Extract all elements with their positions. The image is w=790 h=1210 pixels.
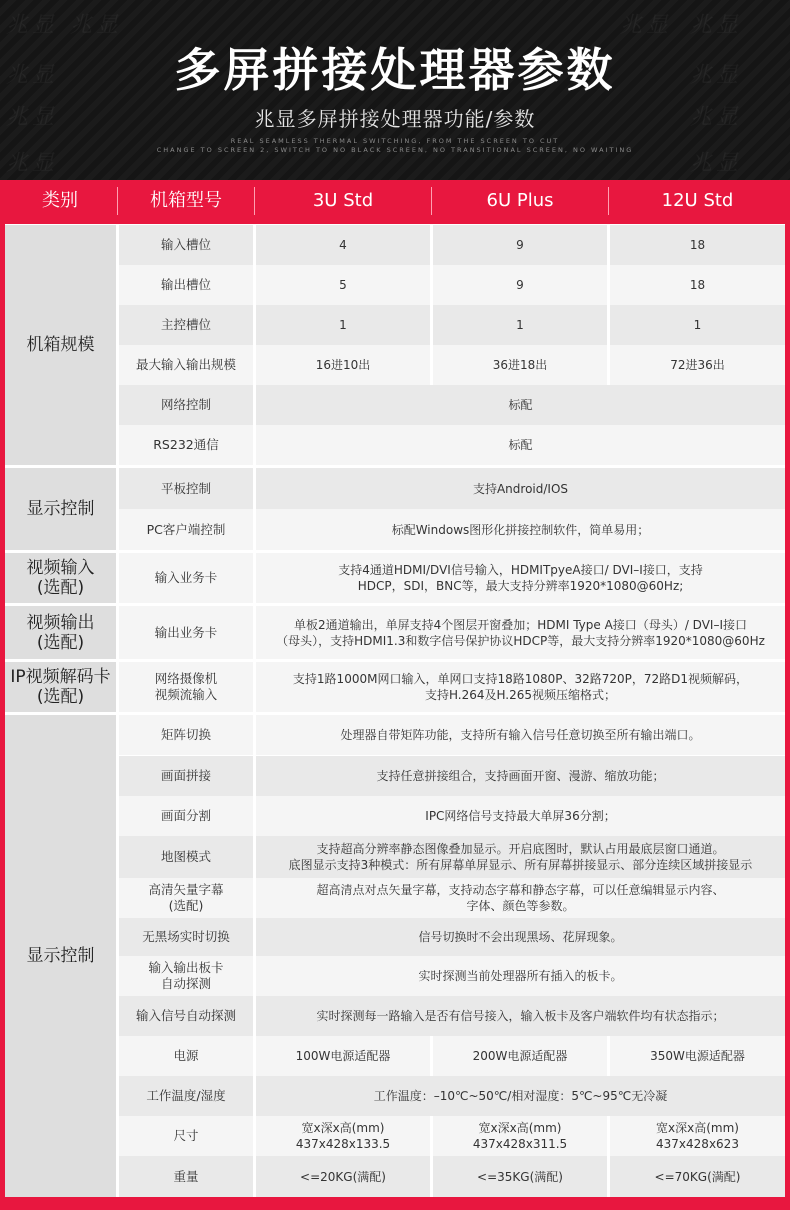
category-display-control: 显示控制 [5, 468, 116, 550]
value-cell: 100W电源适配器 [256, 1036, 430, 1076]
value-cell: 处理器自带矩阵功能，支持所有输入信号任意切换至所有输出端口。 [256, 715, 785, 755]
value-cell: 支持4通道HDMI/DVI信号输入，HDMITpyeA接口/ DVI–I接口，支持 HDCP，SDI，BNC等，最大支持分辨率1920*1080@60Hz; [256, 553, 785, 603]
value-cell: 工作温度：–10℃~50℃/相对湿度：5℃~95℃无冷凝 [256, 1076, 785, 1116]
row-label: 矩阵切换 [119, 715, 253, 755]
row-label: 最大输入输出规模 [119, 345, 253, 385]
row-label: 输出槽位 [119, 265, 253, 305]
value-cell: IPC网络信号支持最大单屏36分割； [256, 796, 785, 836]
value-cell: <=35KG(满配) [433, 1156, 607, 1197]
row-label: 画面分割 [119, 796, 253, 836]
row-label: 无黑场实时切换 [119, 918, 253, 956]
value-cell: <=20KG(满配) [256, 1156, 430, 1197]
value-cell: 72进36出 [610, 345, 785, 385]
row-label: 重量 [119, 1156, 253, 1197]
value-cell: 支持Android/IOS [256, 468, 785, 509]
value-cell: 支持超高分辨率静态图像叠加显示。开启底图时，默认占用最底层窗口通道。 底图显示支持3种模式：所有屏幕单屏显示、所有屏幕拼接显示、部分连续区域拼接显示 [256, 836, 785, 878]
row-label: 高清矢量字幕 (选配) [119, 878, 253, 918]
value-cell: 信号切换时不会出现黑场、花屏现象。 [256, 918, 785, 956]
value-cell: 宽x深x高(mm) 437x428x623 [610, 1116, 785, 1156]
value-cell: 16进10出 [256, 345, 430, 385]
watermark: 兆显 [70, 13, 123, 38]
page-subtitle: 兆显多屏拼接处理器功能/参数 [254, 107, 536, 131]
value-cell: 200W电源适配器 [433, 1036, 607, 1076]
row-label: 平板控制 [119, 468, 253, 509]
category-chassis: 机箱规模 [5, 225, 116, 465]
watermark: 兆显 [6, 105, 59, 130]
header-12u: 12U Std [661, 190, 734, 211]
value-cell: 宽x深x高(mm) 437x428x311.5 [433, 1116, 607, 1156]
value-cell: 9 [433, 265, 607, 305]
row-label: 输入槽位 [119, 225, 253, 265]
header-divider [431, 187, 432, 215]
header-divider [254, 187, 255, 215]
english-tagline-1: REAL SEAMLESS THERMAL SWITCHING, FROM THE SCREEN TO CUT [230, 137, 560, 145]
header-model: 机箱型号 [150, 190, 222, 211]
watermark: 兆显 [6, 151, 59, 176]
watermark: 兆显 [6, 13, 59, 38]
row-label: 地图模式 [119, 836, 253, 878]
header-3u: 3U Std [312, 190, 374, 211]
value-cell: 1 [433, 305, 607, 345]
category-video-output: 视频输出 (选配) [5, 606, 116, 659]
value-cell: 实时探测当前处理器所有插入的板卡。 [256, 956, 785, 996]
row-label: 输入输出板卡 自动探测 [119, 956, 253, 996]
value-cell: 标配 [256, 425, 785, 465]
value-cell: 350W电源适配器 [610, 1036, 785, 1076]
row-label: 网络摄像机 视频流输入 [119, 662, 253, 712]
row-label: 电源 [119, 1036, 253, 1076]
row-label: 输入信号自动探测 [119, 996, 253, 1036]
value-cell: 4 [256, 225, 430, 265]
watermark: 兆显 [6, 63, 59, 88]
value-cell: 标配 [256, 385, 785, 425]
category-video-input: 视频输入 (选配) [5, 553, 116, 603]
row-label: 主控槽位 [119, 305, 253, 345]
row-label: 尺寸 [119, 1116, 253, 1156]
row-label: 输出业务卡 [119, 606, 253, 659]
row-label: 输入业务卡 [119, 553, 253, 603]
value-cell: 1 [610, 305, 785, 345]
category-ip-decoder: IP视频解码卡 (选配) [5, 662, 116, 712]
row-label: 画面拼接 [119, 756, 253, 796]
page-title: 多屏拼接处理器参数 [174, 43, 616, 97]
value-cell: 支持1路1000M网口输入，单网口支持18路1080P、32路720P，72路D1视频解码， 支持H.264及H.265视频压缩格式； [256, 662, 785, 712]
row-label: RS232通信 [119, 425, 253, 465]
watermark: 兆显 [690, 63, 743, 88]
value-cell: 18 [610, 225, 785, 265]
value-cell: 1 [256, 305, 430, 345]
header-6u: 6U Plus [486, 190, 554, 211]
value-cell: 支持任意拼接组合，支持画面开窗、漫游、缩放功能； [256, 756, 785, 796]
row-label: 工作温度/湿度 [119, 1076, 253, 1116]
value-cell: 单板2通道输出，单屏支持4个图层开窗叠加；HDMI Type A接口（母头）/ DVI–I接口 （母头），支持HDMI1.3和数字信号保护协议HDCP等，最大支持分辨率1920*1080@60Hz [256, 606, 785, 659]
watermark: 兆显 [690, 105, 743, 130]
watermark: 兆显 [690, 151, 743, 176]
row-label: 网络控制 [119, 385, 253, 425]
english-tagline-2: CHANGE TO SCREEN 2, SWITCH TO NO BLACK SCREEN, NO TRANSITIONAL SCREEN, NO WAITING [156, 146, 634, 154]
value-cell: <=70KG(满配) [610, 1156, 785, 1197]
value-cell: 标配Windows图形化拼接控制软件，简单易用； [256, 509, 785, 550]
watermark: 兆显 [620, 13, 673, 38]
value-cell: 18 [610, 265, 785, 305]
value-cell: 宽x深x高(mm) 437x428x133.5 [256, 1116, 430, 1156]
value-cell: 5 [256, 265, 430, 305]
header-category: 类别 [42, 190, 78, 211]
header-divider [608, 187, 609, 215]
row-label: PC客户端控制 [119, 509, 253, 550]
value-cell: 36进18出 [433, 345, 607, 385]
value-cell: 9 [433, 225, 607, 265]
category-display-control: 显示控制 [5, 715, 116, 1197]
value-cell: 实时探测每一路输入是否有信号接入，输入板卡及客户端软件均有状态指示； [256, 996, 785, 1036]
hero-banner [0, 0, 790, 180]
watermark: 兆显 [690, 13, 743, 38]
value-cell: 超高清点对点矢量字幕，支持动态字幕和静态字幕，可以任意编辑显示内容、 字体、颜色等参数。 [256, 878, 785, 918]
